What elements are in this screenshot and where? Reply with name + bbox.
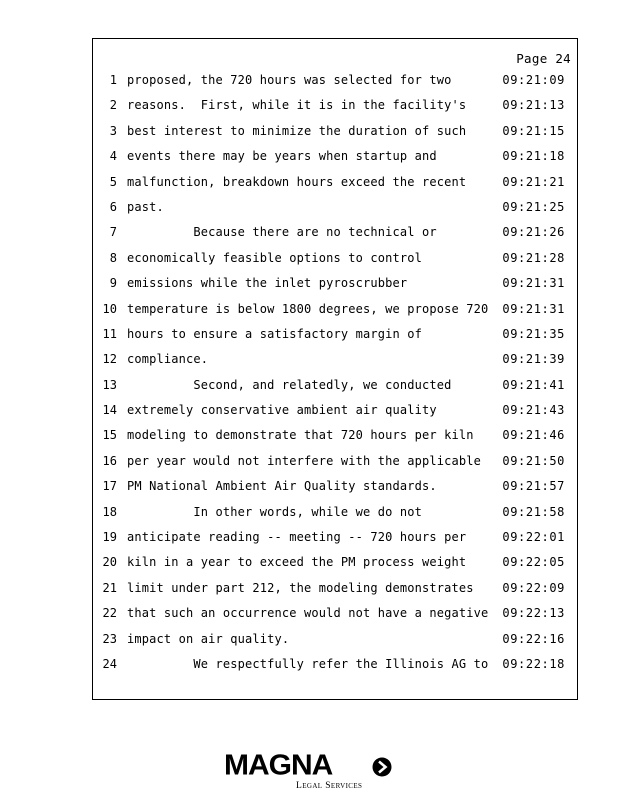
line-timestamp: 09:21:46 [502, 428, 565, 443]
line-timestamp: 09:21:43 [502, 403, 565, 418]
transcript-line [93, 147, 577, 172]
line-timestamp: 09:21:41 [502, 377, 565, 392]
line-timestamp: 09:21:26 [502, 225, 565, 240]
line-text: PM National Ambient Air Quality standards. [127, 479, 437, 494]
line-number: 11 [102, 326, 117, 341]
line-timestamp: 09:22:13 [502, 606, 565, 621]
line-number: 10 [102, 301, 117, 316]
line-text: hours to ensure a satisfactory margin of [127, 326, 422, 341]
line-timestamp: 09:22:09 [502, 580, 565, 595]
line-number: 7 [109, 225, 117, 240]
transcript-line [93, 503, 577, 528]
line-text: per year would not interfere with the applicable [127, 453, 481, 468]
line-number: 17 [102, 479, 117, 494]
line-number: 13 [102, 377, 117, 392]
line-number: 18 [102, 504, 117, 519]
magna-logo [224, 750, 396, 794]
transcript-line [93, 376, 577, 401]
transcript-line [93, 198, 577, 223]
transcript-line [93, 655, 577, 680]
line-text: extremely conservative ambient air quality [127, 403, 437, 418]
transcript-line [93, 401, 577, 426]
transcript-line [93, 325, 577, 350]
transcript-line [93, 630, 577, 655]
transcript-line [93, 71, 577, 96]
line-text: malfunction, breakdown hours exceed the recent [127, 174, 467, 189]
line-timestamp: 09:21:50 [502, 453, 565, 468]
line-timestamp: 09:21:28 [502, 250, 565, 265]
line-timestamp: 09:21:35 [502, 326, 565, 341]
transcript-line [93, 223, 577, 248]
line-number: 8 [109, 250, 117, 265]
line-text: compliance. [127, 352, 209, 367]
transcript-line [93, 96, 577, 121]
line-text: Because there are no technical or [127, 225, 437, 240]
line-text: kiln in a year to exceed the PM process weight [127, 555, 467, 570]
line-text: In other words, while we do not [127, 504, 422, 519]
line-number: 4 [109, 149, 117, 164]
line-timestamp: 09:21:39 [502, 352, 565, 367]
line-number: 21 [102, 580, 117, 595]
line-text: We respectfully refer the Illinois AG to [127, 656, 489, 671]
line-timestamp: 09:21:18 [502, 149, 565, 164]
transcript-line [93, 452, 577, 477]
line-text: past. [127, 199, 164, 214]
transcript-line [93, 426, 577, 451]
line-text: limit under part 212, the modeling demonstrates [127, 580, 474, 595]
transcript-line [93, 300, 577, 325]
line-timestamp: 09:21:15 [502, 123, 565, 138]
line-timestamp: 09:21:57 [502, 479, 565, 494]
line-number: 16 [102, 453, 117, 468]
line-number: 9 [109, 276, 117, 291]
line-text: best interest to minimize the duration of such [127, 123, 467, 138]
transcript-line [93, 553, 577, 578]
transcript-line [93, 249, 577, 274]
transcript-line [93, 173, 577, 198]
transcript-line [93, 477, 577, 502]
line-timestamp: 09:21:25 [502, 199, 565, 214]
line-text: reasons. First, while it is in the facility's [127, 98, 467, 113]
transcript-line [93, 122, 577, 147]
line-text: that such an occurrence would not have a negative [127, 606, 489, 621]
line-timestamp: 09:21:09 [502, 73, 565, 87]
line-timestamp: 09:21:13 [502, 98, 565, 113]
line-timestamp: 09:22:05 [502, 555, 565, 570]
line-text: economically feasible options to control [127, 250, 422, 265]
transcript-lines [93, 71, 577, 680]
line-number: 22 [102, 606, 117, 621]
page-number: Page 24 [516, 51, 571, 66]
transcript-line [93, 579, 577, 604]
logo-subtitle: Legal Services [296, 781, 363, 791]
line-number: 5 [109, 174, 117, 189]
line-number: 12 [102, 352, 117, 367]
line-text: modeling to demonstrate that 720 hours per kiln [127, 428, 474, 443]
line-number: 24 [102, 656, 117, 671]
line-number: 20 [102, 555, 117, 570]
chevron-right-circle-icon [372, 757, 392, 777]
line-timestamp: 09:21:31 [502, 276, 565, 291]
line-timestamp: 09:22:01 [502, 530, 565, 545]
line-timestamp: 09:22:18 [502, 656, 565, 671]
line-timestamp: 09:21:21 [502, 174, 565, 189]
transcript-line [93, 604, 577, 629]
line-number: 3 [109, 123, 117, 138]
line-text: temperature is below 1800 degrees, we propose 720 [127, 301, 489, 316]
transcript-line [93, 274, 577, 299]
transcript-line [93, 350, 577, 375]
line-number: 14 [102, 403, 117, 418]
line-number: 1 [109, 73, 117, 87]
line-timestamp: 09:21:31 [502, 301, 565, 316]
transcript-page [92, 38, 578, 700]
line-number: 23 [102, 631, 117, 646]
transcript-line [93, 528, 577, 553]
line-timestamp: 09:22:16 [502, 631, 565, 646]
line-text: anticipate reading -- meeting -- 720 hours per [127, 530, 467, 545]
line-text: emissions while the inlet pyroscrubber [127, 276, 408, 291]
line-number: 15 [102, 428, 117, 443]
line-timestamp: 09:21:58 [502, 504, 565, 519]
line-number: 6 [109, 199, 117, 214]
line-number: 19 [102, 530, 117, 545]
line-text: events there may be years when startup and [127, 149, 437, 164]
line-text: impact on air quality. [127, 631, 290, 646]
line-number: 2 [109, 98, 117, 113]
line-text: proposed, the 720 hours was selected for two [127, 73, 452, 87]
line-text: Second, and relatedly, we conducted [127, 377, 452, 392]
logo-wordmark: MAGNA [224, 749, 333, 782]
